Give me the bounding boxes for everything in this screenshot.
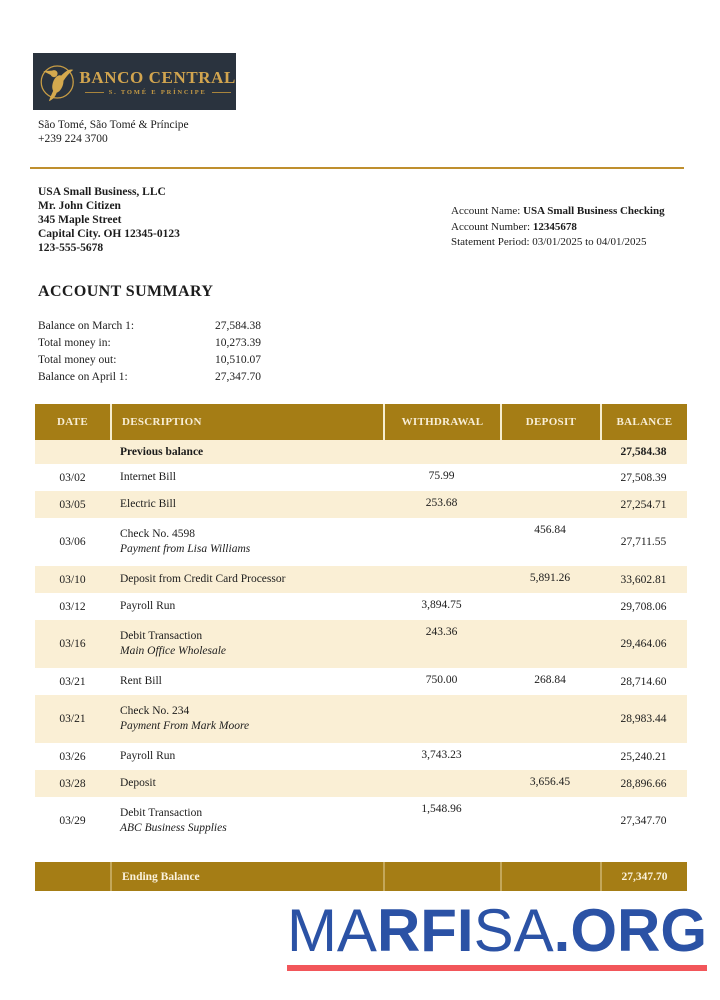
summary-value: 27,584.38 — [215, 320, 261, 332]
description-text: Previous balance — [120, 445, 204, 458]
account-info-block — [451, 204, 665, 251]
cell-date: 03/29 — [59, 815, 86, 827]
wordmark-segment: .ORG — [553, 897, 707, 964]
cell-date: 03/06 — [59, 536, 86, 548]
account-name-value: USA Small Business Checking — [523, 205, 665, 217]
statement-period-value: 03/01/2025 to 04/01/2025 — [532, 236, 647, 248]
cell-withdrawal: 1,548.96 — [421, 803, 462, 815]
header-balance: BALANCE — [600, 404, 687, 440]
subtitle-dash-right — [212, 92, 231, 93]
cell-balance: 33,602.81 — [620, 573, 667, 586]
cell-withdrawal — [383, 566, 500, 593]
description-text: Payroll Run — [120, 750, 176, 762]
cell-withdrawal — [383, 440, 500, 464]
table-row — [35, 770, 687, 797]
cell-balance: 29,708.06 — [620, 600, 667, 613]
customer-line: 123-555-5678 — [38, 242, 104, 254]
cell-date: 03/26 — [59, 750, 86, 763]
cell-deposit — [500, 593, 600, 620]
table-row — [35, 518, 687, 566]
cell-date: 03/02 — [59, 471, 86, 484]
summary-value: 10,273.39 — [215, 337, 261, 349]
description-text: Debit Transaction — [120, 630, 203, 642]
cell-deposit: 3,656.45 — [529, 776, 571, 788]
cell-date: 03/21 — [59, 675, 86, 688]
bank-name: BANCO CENTRAL — [79, 67, 236, 87]
cell-date — [35, 440, 110, 464]
cell-date: 03/05 — [59, 498, 86, 511]
cell-balance: 29,464.06 — [620, 638, 667, 650]
marfisa-wordmark — [286, 897, 707, 964]
account-number-value: 12345678 — [532, 220, 577, 233]
customer-line: USA Small Business, LLC — [38, 186, 166, 198]
customer-line: Capital City. OH 12345-0123 — [38, 228, 180, 240]
table-row — [35, 440, 687, 464]
cell-balance: 27,711.55 — [620, 536, 667, 548]
account-number-line: Account Number: 12345678 — [451, 220, 577, 233]
summary-row: Total money out: 10,510.07 — [38, 354, 261, 366]
cell-description — [110, 668, 383, 695]
cell-description — [110, 770, 383, 797]
cell-deposit — [500, 620, 600, 668]
cell-description — [110, 620, 383, 668]
cell-description — [110, 743, 383, 770]
table-row — [35, 464, 687, 491]
ending-balance-row — [35, 862, 687, 891]
description-text: Internet Bill — [120, 471, 176, 483]
table-header-row — [35, 404, 687, 440]
description-detail: Payment From Mark Moore — [120, 720, 250, 732]
marfisa-watermark — [286, 897, 707, 971]
cell-withdrawal — [383, 695, 500, 743]
header-date: DATE — [57, 416, 88, 428]
header-deposit: DEPOSIT — [500, 404, 600, 440]
table-row — [35, 491, 687, 518]
cell-date: 03/16 — [59, 638, 86, 650]
table-row — [35, 668, 687, 695]
cell-withdrawal: 253.68 — [425, 497, 458, 509]
cell-deposit: 456.84 — [534, 524, 566, 536]
bank-address: São Tomé, São Tomé & Príncipe — [38, 119, 189, 131]
wordmark-segment: RFI — [376, 897, 474, 964]
cell-withdrawal: 3,743.23 — [421, 749, 462, 761]
cell-withdrawal: 750.00 — [425, 674, 458, 686]
subtitle-dash-left — [85, 92, 104, 93]
description-text: Check No. 4598 — [120, 528, 196, 540]
statement-period-line: Statement Period: 03/01/2025 to 04/01/2025 — [451, 236, 647, 248]
cell-deposit — [500, 743, 600, 770]
transactions-table — [35, 404, 687, 891]
description-detail: ABC Business Supplies — [120, 822, 227, 834]
bank-logo — [33, 53, 236, 110]
cell-deposit: 268.84 — [534, 674, 566, 686]
cell-deposit — [500, 695, 600, 743]
cell-description — [110, 464, 383, 491]
transactions-body — [35, 440, 687, 845]
bank-subtitle: S. TOMÉ E PRÍNCIPE — [85, 89, 231, 96]
table-row — [35, 566, 687, 593]
footer-deposit-cell — [500, 862, 600, 891]
cell-description — [110, 440, 383, 464]
header-withdrawal: WITHDRAWAL — [383, 404, 500, 440]
cell-balance: 28,896.66 — [620, 777, 667, 790]
table-row — [35, 620, 687, 668]
customer-line: 345 Maple Street — [38, 214, 122, 226]
description-text: Electric Bill — [120, 498, 176, 510]
cell-withdrawal: 3,894.75 — [421, 599, 462, 611]
bank-phone: +239 224 3700 — [38, 133, 108, 145]
cell-balance: 27,584.38 — [620, 446, 667, 458]
table-row — [35, 593, 687, 620]
cell-withdrawal: 75.99 — [428, 470, 455, 482]
summary-row: Balance on April 1: 27,347.70 — [38, 371, 261, 383]
header-description: DESCRIPTION — [110, 404, 383, 440]
account-summary-title: ACCOUNT SUMMARY — [38, 283, 214, 300]
cell-date: 03/12 — [59, 600, 86, 613]
description-text: Debit Transaction — [120, 807, 203, 819]
cell-deposit — [500, 464, 600, 491]
wordmark-segment: MA — [286, 897, 377, 964]
description-text: Check No. 234 — [120, 705, 190, 717]
cell-withdrawal — [383, 518, 500, 566]
header-divider — [30, 167, 684, 169]
cell-description — [110, 491, 383, 518]
description-detail: Payment from Lisa Williams — [120, 543, 251, 555]
description-text: Deposit from Credit Card Processor — [120, 573, 286, 585]
cell-balance: 27,347.70 — [620, 815, 667, 827]
kingfisher-bird-icon — [38, 59, 76, 105]
table-row — [35, 797, 687, 845]
cell-date: 03/28 — [59, 777, 86, 790]
cell-deposit — [500, 491, 600, 518]
summary-value: 10,510.07 — [215, 354, 261, 366]
cell-description — [110, 518, 383, 566]
summary-value: 27,347.70 — [215, 371, 261, 383]
cell-date: 03/21 — [59, 713, 86, 725]
wordmark-segment: SA — [473, 897, 554, 964]
ending-balance-value: 27,347.70 — [600, 862, 687, 891]
summary-row: Balance on March 1: 27,584.38 — [38, 320, 261, 332]
description-text: Payroll Run — [120, 600, 176, 612]
cell-description — [110, 695, 383, 743]
cell-description — [110, 566, 383, 593]
cell-withdrawal: 243.36 — [425, 626, 458, 638]
customer-address-block — [38, 185, 180, 255]
cell-balance: 28,983.44 — [620, 713, 667, 725]
cell-balance: 25,240.21 — [620, 750, 667, 763]
description-text: Deposit — [120, 777, 156, 789]
summary-row: Total money in: 10,273.39 — [38, 337, 261, 349]
cell-balance: 27,508.39 — [620, 471, 667, 484]
cell-withdrawal — [383, 770, 500, 797]
bank-logo-text — [79, 68, 236, 96]
cell-deposit — [500, 797, 600, 845]
table-row — [35, 695, 687, 743]
customer-line: Mr. John Citizen — [38, 200, 121, 212]
watermark-underline — [287, 965, 707, 971]
ending-balance-label: Ending Balance — [110, 862, 383, 891]
footer-withdrawal-cell — [383, 862, 500, 891]
cell-description — [110, 797, 383, 845]
cell-balance: 27,254.71 — [620, 498, 667, 511]
cell-balance: 28,714.60 — [620, 675, 667, 688]
description-detail: Main Office Wholesale — [120, 645, 227, 657]
cell-deposit: 5,891.26 — [529, 572, 571, 584]
account-summary — [38, 318, 261, 386]
cell-description — [110, 593, 383, 620]
table-row — [35, 743, 687, 770]
bank-contact — [38, 118, 189, 146]
account-name-line: Account Name: USA Small Business Checking — [451, 205, 665, 217]
description-text: Rent Bill — [120, 675, 162, 687]
cell-deposit — [500, 440, 600, 464]
footer-date-cell — [35, 862, 110, 891]
cell-date: 03/10 — [59, 573, 86, 586]
